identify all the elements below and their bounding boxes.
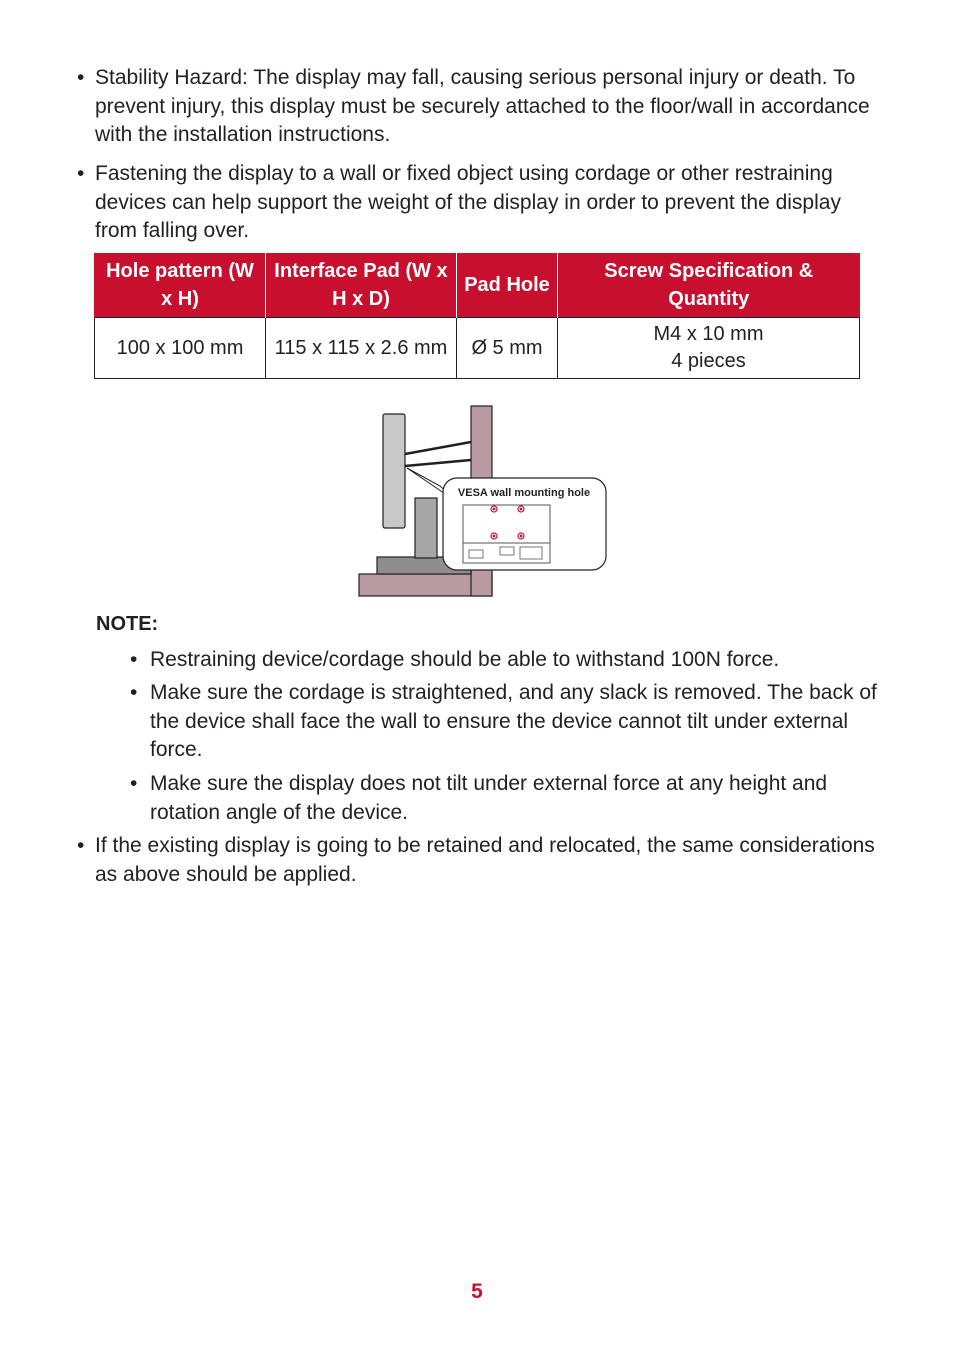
note-item — [130, 770, 890, 827]
header-screw-spec: Screw Specification & Quantity — [558, 253, 860, 318]
bullet-relocation — [77, 832, 885, 889]
callout-label: VESA wall mounting hole — [457, 487, 591, 499]
bullet-dot: • — [130, 681, 138, 704]
port-right — [520, 547, 542, 559]
wall-mount-diagram — [355, 402, 615, 600]
cell-interface-pad: 115 x 115 x 2.6 mm — [266, 318, 457, 379]
bullet-dot: • — [130, 772, 138, 795]
bullet-stability-hazard — [77, 64, 885, 150]
note-item — [130, 646, 890, 675]
screw-size: M4 x 10 mm — [653, 323, 764, 345]
table-header-row — [95, 253, 860, 318]
note-heading: NOTE: — [96, 613, 159, 635]
port-left — [469, 550, 483, 558]
bullet-dot: • — [77, 162, 85, 185]
header-interface-pad: Interface Pad (W x H x D) — [266, 253, 457, 318]
bullet-fastening — [77, 160, 885, 246]
stand-neck — [415, 498, 437, 558]
note-item-text: Make sure the display does not tilt under external force at any height and rotation angle of the device. — [150, 772, 828, 824]
cell-screw-spec — [558, 318, 860, 379]
vesa-spec-table — [94, 253, 860, 379]
note-item-text: Make sure the cordage is straightened, and any slack is removed. The back of the device shall face the wall to ensure the device cannot tilt under external force. — [150, 681, 877, 761]
bullet-text: If the existing display is going to be retained and relocated, the same considerations as above should be applied. — [95, 834, 875, 886]
cell-pad-hole: Ø 5 mm — [457, 318, 558, 379]
cord-top — [405, 442, 471, 454]
screw-quantity: 4 pieces — [671, 350, 746, 372]
bullet-text: Stability Hazard: The display may fall, causing serious personal injury or death. To prevent injury, this display must be securely attached to the floor/wall in accordance with the installation instructions. — [95, 66, 870, 146]
port-center — [500, 547, 514, 555]
note-item-text: Restraining device/cordage should be able to withstand 100N force. — [150, 648, 780, 671]
bullet-text: Fastening the display to a wall or fixed object using cordage or other restraining devices can help support the weight of the display in order to prevent the display from falling over. — [95, 162, 841, 242]
table-row — [95, 318, 860, 379]
note-item — [130, 679, 890, 765]
bullet-dot: • — [77, 66, 85, 89]
monitor-side — [383, 414, 405, 528]
header-hole-pattern: Hole pattern (W x H) — [95, 253, 266, 318]
header-pad-hole: Pad Hole — [457, 253, 558, 318]
cord-bottom — [405, 460, 471, 466]
page-number: 5 — [471, 1280, 483, 1303]
cell-hole-pattern: 100 x 100 mm — [95, 318, 266, 379]
bullet-dot: • — [77, 834, 85, 857]
bullet-dot: • — [130, 648, 138, 671]
